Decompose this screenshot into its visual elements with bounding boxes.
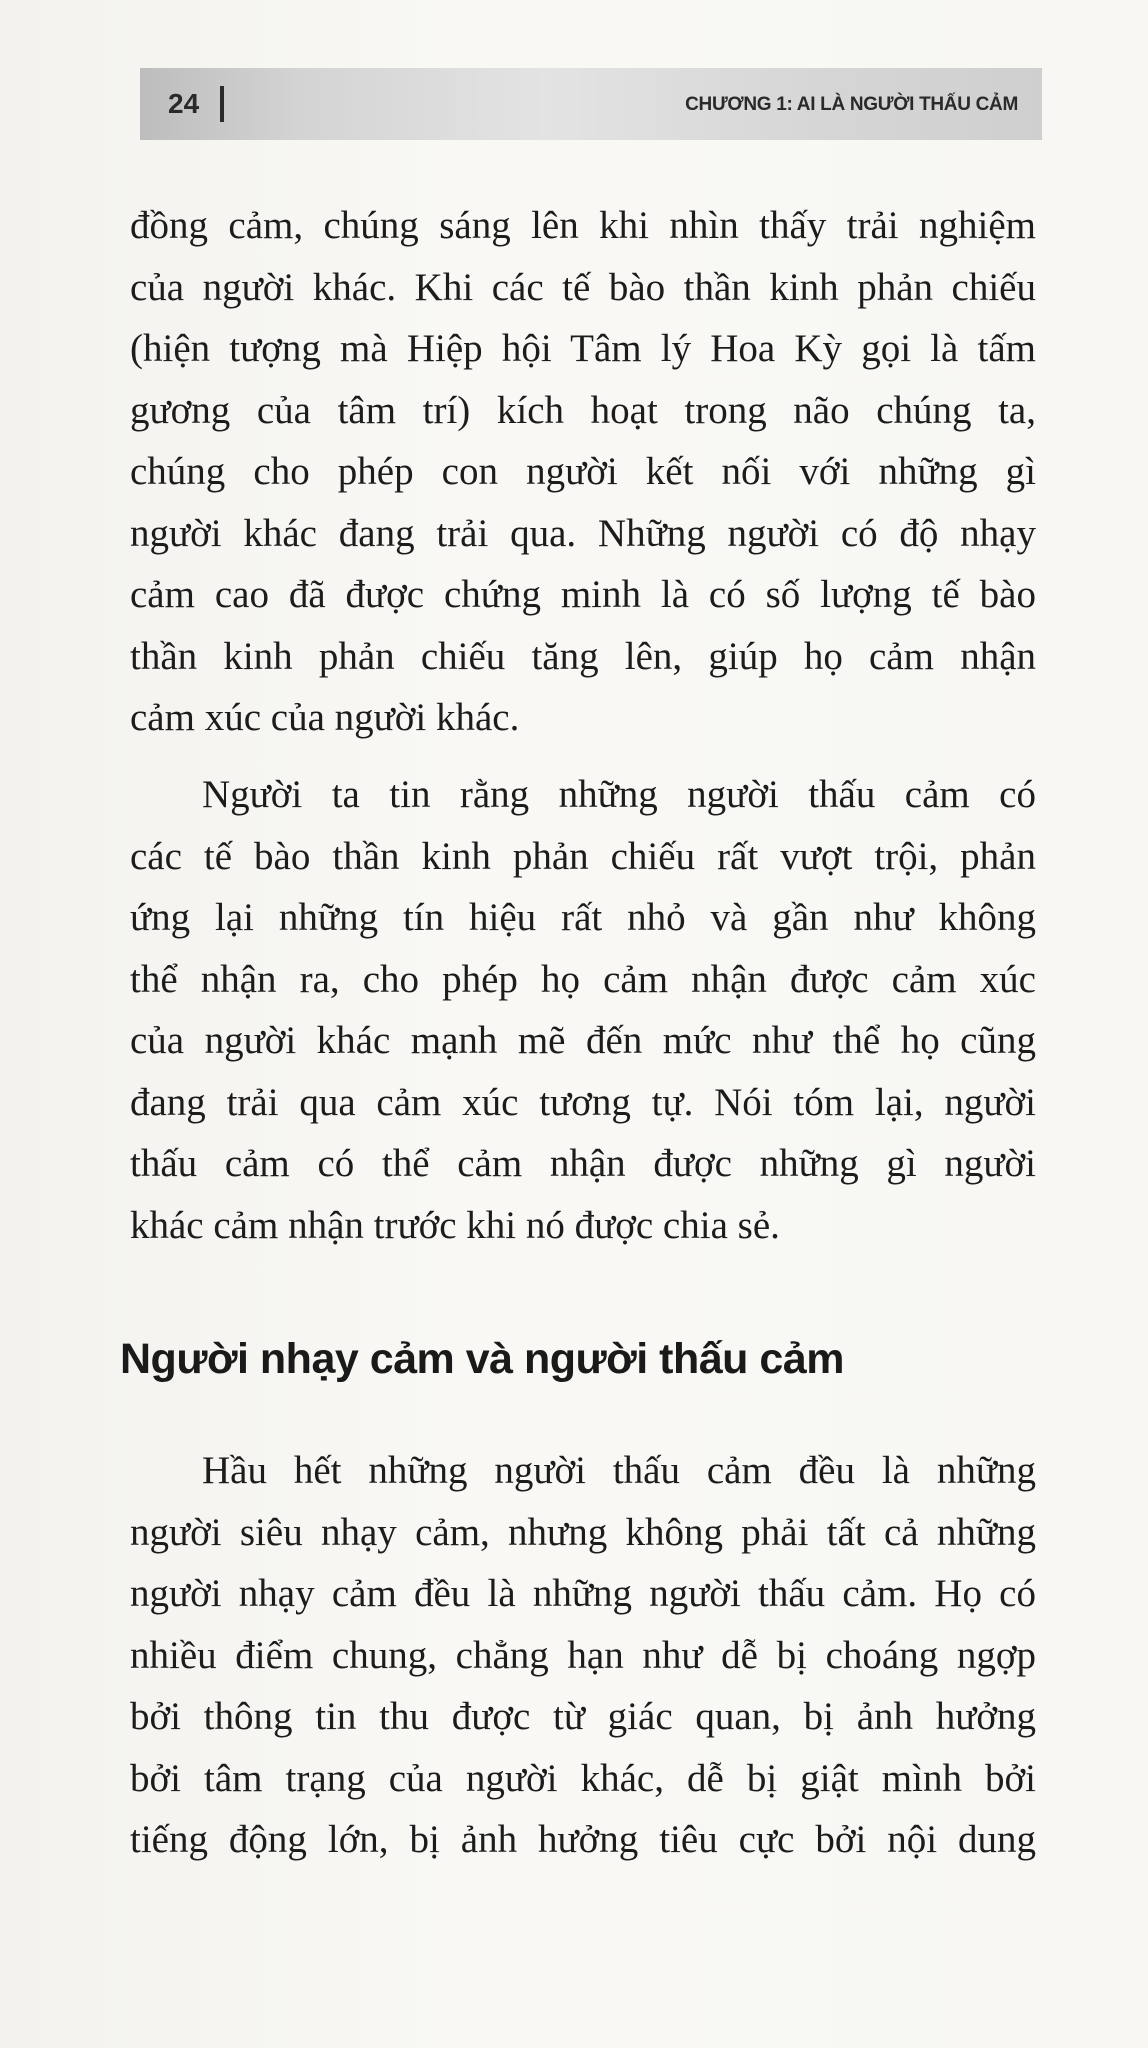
paragraph-line: đồng cảm, chúng sáng lên khi nhìn thấy trải nghiệm [130, 204, 1036, 247]
paragraph-line: cảm cao đã được chứng minh là có số lượng tế bào [130, 573, 1036, 616]
paragraph-line: bởi thông tin thu được từ giác quan, bị ảnh hưởng [130, 1695, 1036, 1738]
paragraph-line: người siêu nhạy cảm, nhưng không phải tất cả những [130, 1510, 1036, 1554]
paragraph-1 [130, 195, 1036, 749]
paragraph-3 [130, 1440, 1036, 1871]
paragraph-line: thể nhận ra, cho phép họ cảm nhận được cảm xúc [130, 957, 1036, 1001]
paragraph-line: người nhạy cảm đều là những người thấu cảm. Họ có [130, 1572, 1036, 1615]
paragraph-line: bởi tâm trạng của người khác, dễ bị giật mình bởi [130, 1756, 1036, 1800]
page-number: 24 [168, 88, 200, 119]
paragraph-line: thấu cảm có thể cảm nhận được những gì người [130, 1142, 1036, 1185]
paragraph-line: đang trải qua cảm xúc tương tự. Nói tóm lại, người [130, 1080, 1036, 1124]
paragraph-line: tiếng động lớn, bị ảnh hưởng tiêu cực bởi nội dung [130, 1818, 1036, 1861]
paragraph-line: (hiện tượng mà Hiệp hội Tâm lý Hoa Kỳ gọi là tấm [130, 327, 1036, 370]
paragraph-line: người khác đang trải qua. Những người có độ nhạy [130, 511, 1036, 555]
paragraph-line: của người khác mạnh mẽ đến mức như thể họ cũng [130, 1019, 1036, 1062]
paragraph-line: nhiều điểm chung, chẳng hạn như dễ bị choáng ngợp [130, 1633, 1036, 1677]
paragraph-line: chúng cho phép con người kết nối với những gì [130, 450, 1036, 493]
paragraph-line: cảm xúc của người khác. [130, 696, 520, 739]
paragraph-2 [130, 764, 1036, 1256]
paragraph-line: gương của tâm trí) kích hoạt trong não chúng ta, [130, 388, 1036, 432]
running-header [140, 68, 1042, 140]
paragraph-line: Người ta tin rằng những người thấu cảm có [202, 773, 1036, 816]
paragraph-line: thần kinh phản chiếu tăng lên, giúp họ cảm nhận [130, 634, 1036, 678]
paragraph-line: của người khác. Khi các tế bào thần kinh phản chiếu [130, 265, 1036, 309]
paragraph-line: khác cảm nhận trước khi nó được chia sẻ. [130, 1203, 780, 1247]
chapter-title: CHƯƠNG 1: AI LÀ NGƯỜI THẤU CẢM [685, 94, 1018, 115]
section-heading: Người nhạy cảm và người thấu cảm [120, 1335, 844, 1383]
paragraph-line: ứng lại những tín hiệu rất nhỏ và gần như không [130, 896, 1036, 939]
paragraph-line: Hầu hết những người thấu cảm đều là những [202, 1449, 1036, 1492]
header-divider [220, 86, 224, 122]
paragraph-line: các tế bào thần kinh phản chiếu rất vượt trội, phản [130, 834, 1036, 878]
